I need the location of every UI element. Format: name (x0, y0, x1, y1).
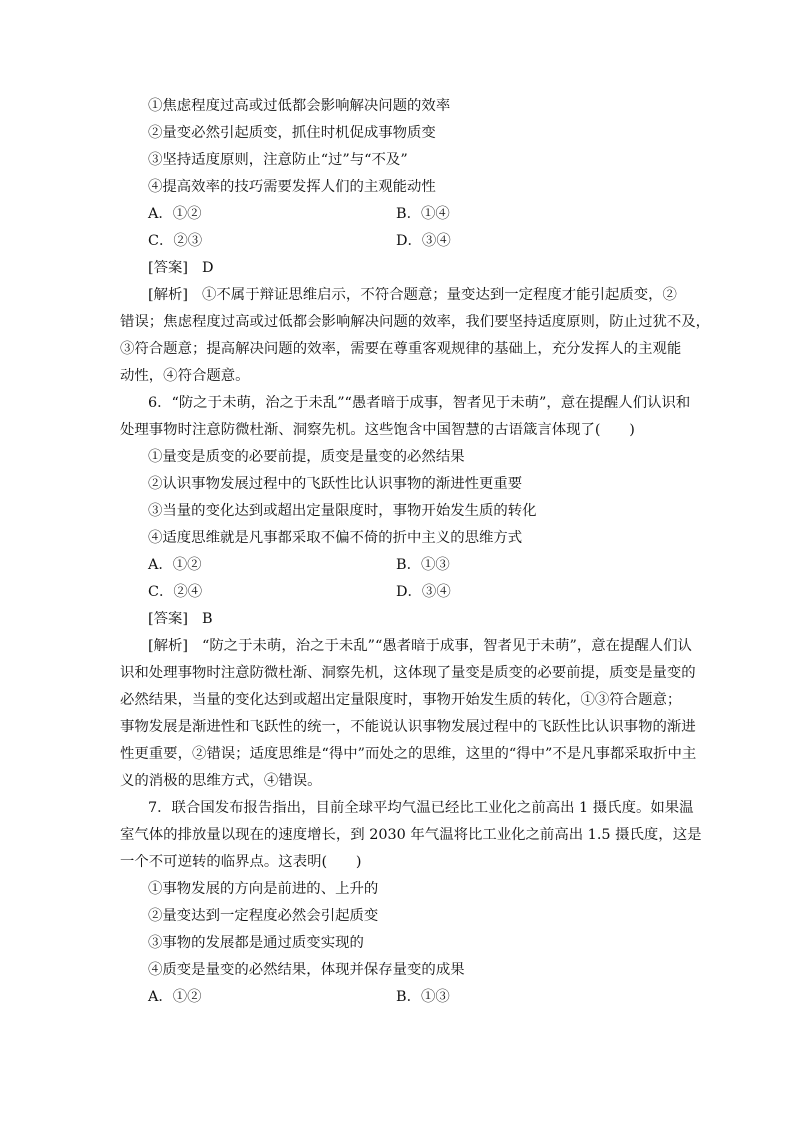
option-d: D．③④ (396, 233, 451, 249)
question-stem-line: 室气体的排放量以现在的速度增长，到 2030 年气温将比工业化之前高出 1.5 摄氏度，这是 (120, 827, 702, 843)
analysis-tag: [解析] (148, 638, 189, 654)
analysis-line: 必然结果，当量的变化达到或超出定量限度时，事物开始发生质的转化，①③符合题意； (120, 692, 682, 708)
analysis (120, 282, 711, 390)
question-5-continued (120, 93, 711, 390)
analysis-line: 事物发展是渐进性和飞跃性的统一，不能说认识事物发展过程中的飞跃性比认识事物的渐进 (120, 719, 696, 735)
statement-3: ③坚持适度原则，注意防止“过”与“不及” (148, 152, 408, 168)
question-stem-line: 一个不可逆转的临界点。这表明( ) (120, 854, 362, 870)
option-c: C．②③ (148, 233, 203, 249)
statement-4: ④提高效率的技巧需要发挥人们的主观能动性 (148, 179, 436, 195)
options-row (120, 579, 680, 606)
option-b: B．①③ (396, 989, 450, 1005)
page-content (120, 93, 711, 1011)
option-d: D．③④ (396, 584, 451, 600)
answer-line (120, 606, 680, 633)
analysis-line: 义的消极的思维方式，④错误。 (120, 773, 322, 789)
question-7 (120, 795, 702, 1011)
analysis-line: 识和处理事物时注意防微杜渐、洞察先机，这体现了量变是质变的必要前提，质变是量变的 (120, 665, 696, 681)
answer-tag: [答案] (148, 611, 189, 627)
statement-2: ②量变必然引起质变，抓住时机促成事物质变 (148, 125, 436, 141)
answer-value: D (202, 260, 214, 276)
options-row (120, 552, 680, 579)
statement-2: ②量变达到一定程度必然会引起质变 (148, 908, 379, 924)
option-b: B．①④ (396, 206, 450, 222)
options-row (120, 201, 680, 228)
option-a: A．①② (148, 206, 202, 222)
statement-1: ①量变是质变的必要前提，质变是量变的必然结果 (148, 449, 465, 465)
analysis-tag: [解析] (148, 287, 189, 303)
options-row (120, 228, 680, 255)
question-6 (120, 390, 697, 795)
analysis-line: [解析] ①不属于辩证思维启示，不符合题意；量变达到一定程度才能引起质变，② (148, 287, 677, 303)
analysis-line: 性更重要，②错误；适度思维是“得中”而处之的思维，这里的“得中”不是凡事都采取折中主 (120, 746, 697, 762)
option-b: B．①③ (396, 557, 450, 573)
statement-1: ①焦虑程度过高或过低都会影响解决问题的效率 (148, 98, 451, 114)
option-a: A．①② (148, 557, 202, 573)
question-stem-line: 处理事物时注意防微杜渐、洞察先机。这些饱含中国智慧的古语箴言体现了( ) (120, 422, 635, 438)
statement-2: ②认识事物发展过程中的飞跃性比认识事物的渐进性更重要 (148, 476, 523, 492)
answer-value: B (202, 611, 213, 627)
answer-line (120, 255, 680, 282)
statement-3: ③当量的变化达到或超出定量限度时，事物开始发生质的转化 (148, 503, 537, 519)
statement-4: ④适度思维就是凡事都采取不偏不倚的折中主义的思维方式 (148, 530, 523, 546)
option-c: C．②④ (148, 584, 203, 600)
analysis-line: 错误；焦虑程度过高或过低都会影响解决问题的效率，我们要坚持适度原则，防止过犹不及， (120, 314, 711, 330)
options-row (120, 984, 680, 1011)
option-a: A．①② (148, 989, 202, 1005)
statement-4: ④质变是量变的必然结果，体现并保存量变的成果 (148, 962, 465, 978)
answer-tag: [答案] (148, 260, 189, 276)
analysis-line: ③符合题意；提高解决问题的效率，需要在尊重客观规律的基础上，充分发挥人的主观能 (120, 341, 682, 357)
question-stem-line: 6．“防之于未萌，治之于未乱”“愚者暗于成事，智者见于未萌”，意在提醒人们认识和 (148, 395, 691, 411)
statement-3: ③事物的发展都是通过质变实现的 (148, 935, 364, 951)
analysis (120, 633, 697, 795)
analysis-line: 动性，④符合题意。 (120, 368, 250, 384)
question-stem-line: 7．联合国发布报告指出，目前全球平均气温已经比工业化之前高出 1 摄氏度。如果温 (148, 800, 694, 816)
statement-1: ①事物发展的方向是前进的、上升的 (148, 881, 379, 897)
analysis-line: [解析] “防之于未萌，治之于未乱”“愚者暗于成事，智者见于未萌”，意在提醒人们认 (148, 638, 692, 654)
